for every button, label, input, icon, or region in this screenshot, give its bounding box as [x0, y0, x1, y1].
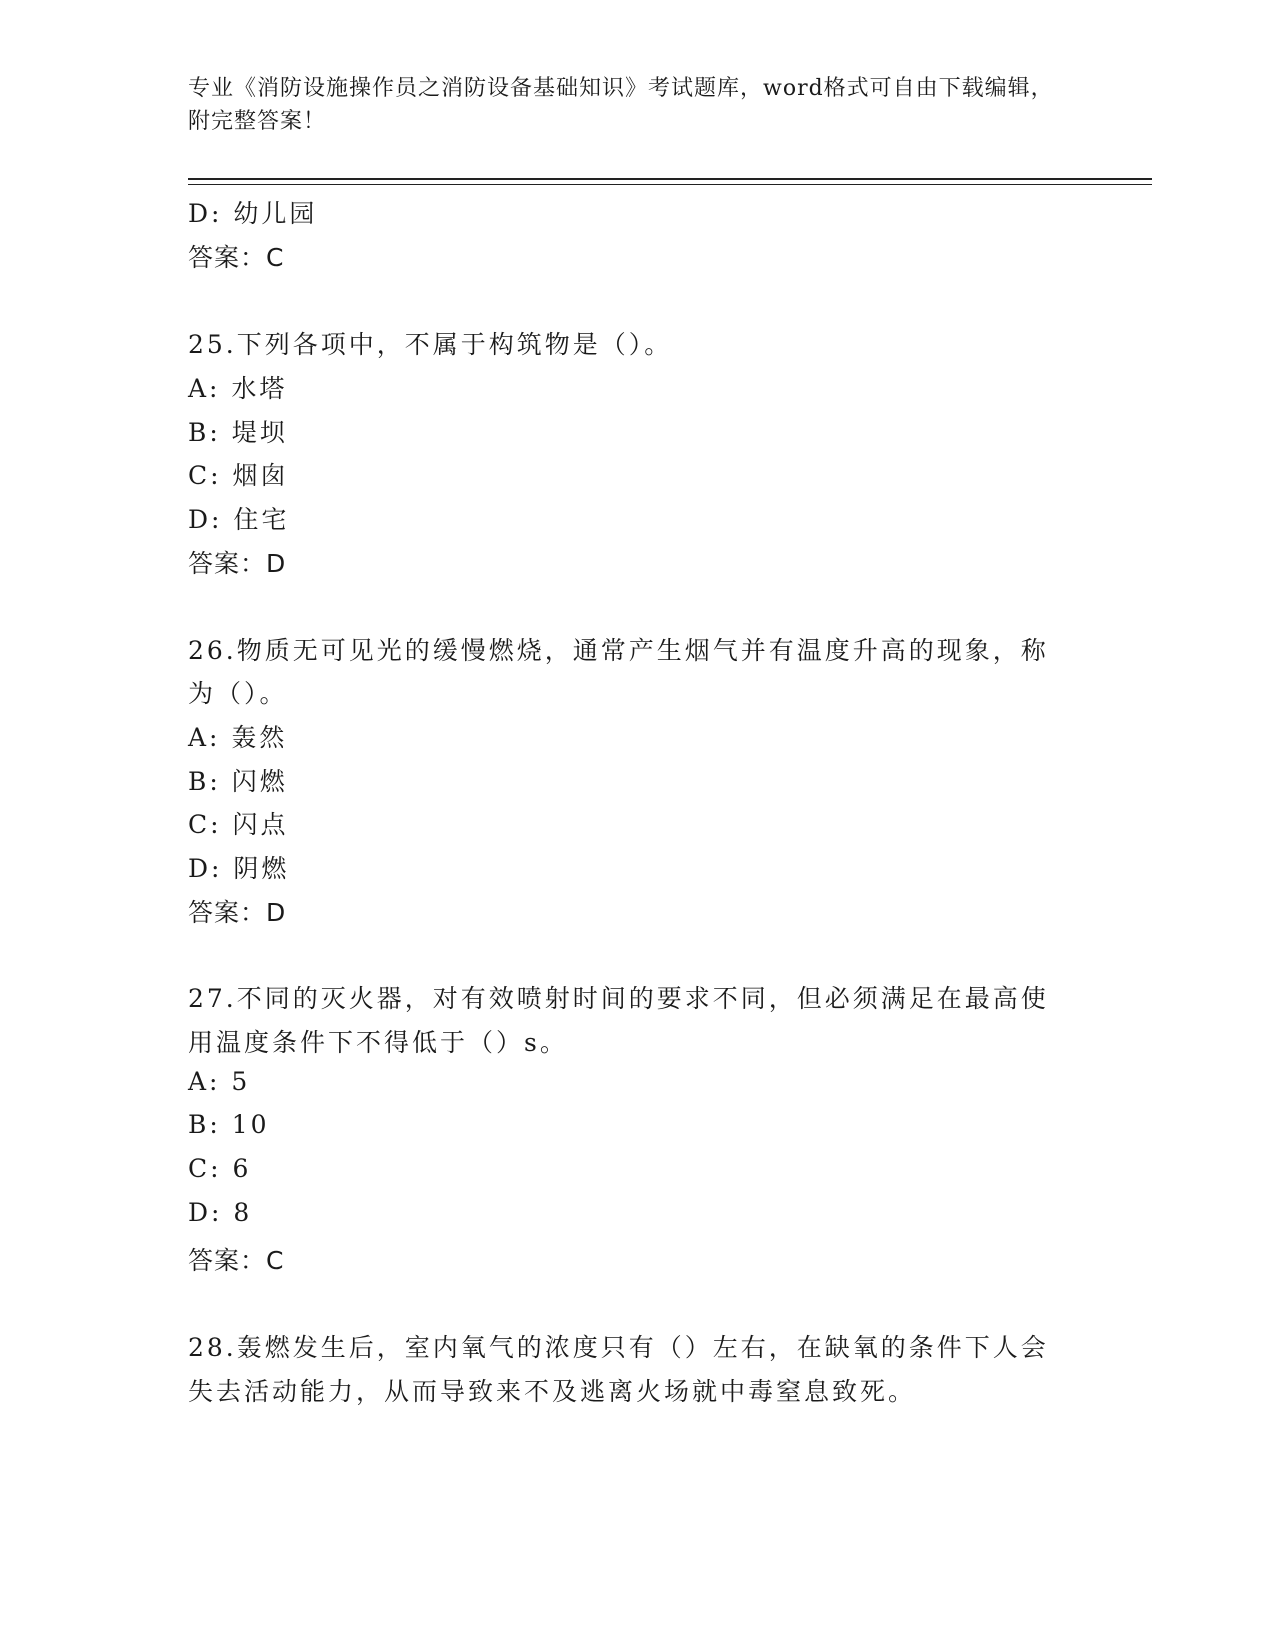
question-28-line1: 28.轰燃发生后，室内氧气的浓度只有（）左右，在缺氧的条件下人会	[188, 1333, 1049, 1362]
option-c: C: 烟囱	[188, 461, 289, 490]
option-d: D: 阴燃	[188, 854, 290, 883]
answer-line: 答案：C	[188, 1246, 285, 1275]
option-a: A: 轰然	[188, 723, 288, 752]
document-header: 专业《消防设施操作员之消防设备基础知识》考试题库，word格式可自由下载编辑，附完整答案！	[188, 76, 1054, 134]
question-26-line1: 26.物质无可见光的缓慢燃烧，通常产生烟气并有温度升高的现象，称	[188, 636, 1049, 665]
question-27-line2: 用温度条件下不得低于（）s。	[188, 1028, 568, 1057]
option-c: C: 闪点	[188, 810, 289, 839]
option-a: A: 5	[188, 1067, 251, 1096]
header-divider-thick	[188, 178, 1152, 180]
option-c: C: 6	[188, 1154, 252, 1183]
question-25: 25.下列各项中，不属于构筑物是（）。	[188, 330, 673, 359]
question-26-line2: 为（）。	[188, 679, 288, 708]
option-d: D: 幼儿园	[188, 199, 318, 228]
header-divider-thin	[188, 184, 1152, 185]
option-d: D: 8	[188, 1198, 253, 1227]
answer-line: 答案：D	[188, 549, 287, 578]
answer-line: 答案：C	[188, 243, 285, 272]
option-d: D: 住宅	[188, 505, 290, 534]
question-28-line2: 失去活动能力，从而导致来不及逃离火场就中毒窒息致死。	[188, 1377, 917, 1406]
answer-line: 答案：D	[188, 898, 287, 927]
question-27-line1: 27.不同的灭火器，对有效喷射时间的要求不同，但必须满足在最高使	[188, 984, 1049, 1013]
option-b: B: 10	[188, 1110, 270, 1139]
option-b: B: 闪燃	[188, 767, 288, 796]
option-b: B: 堤坝	[188, 418, 288, 447]
option-a: A: 水塔	[188, 374, 288, 403]
